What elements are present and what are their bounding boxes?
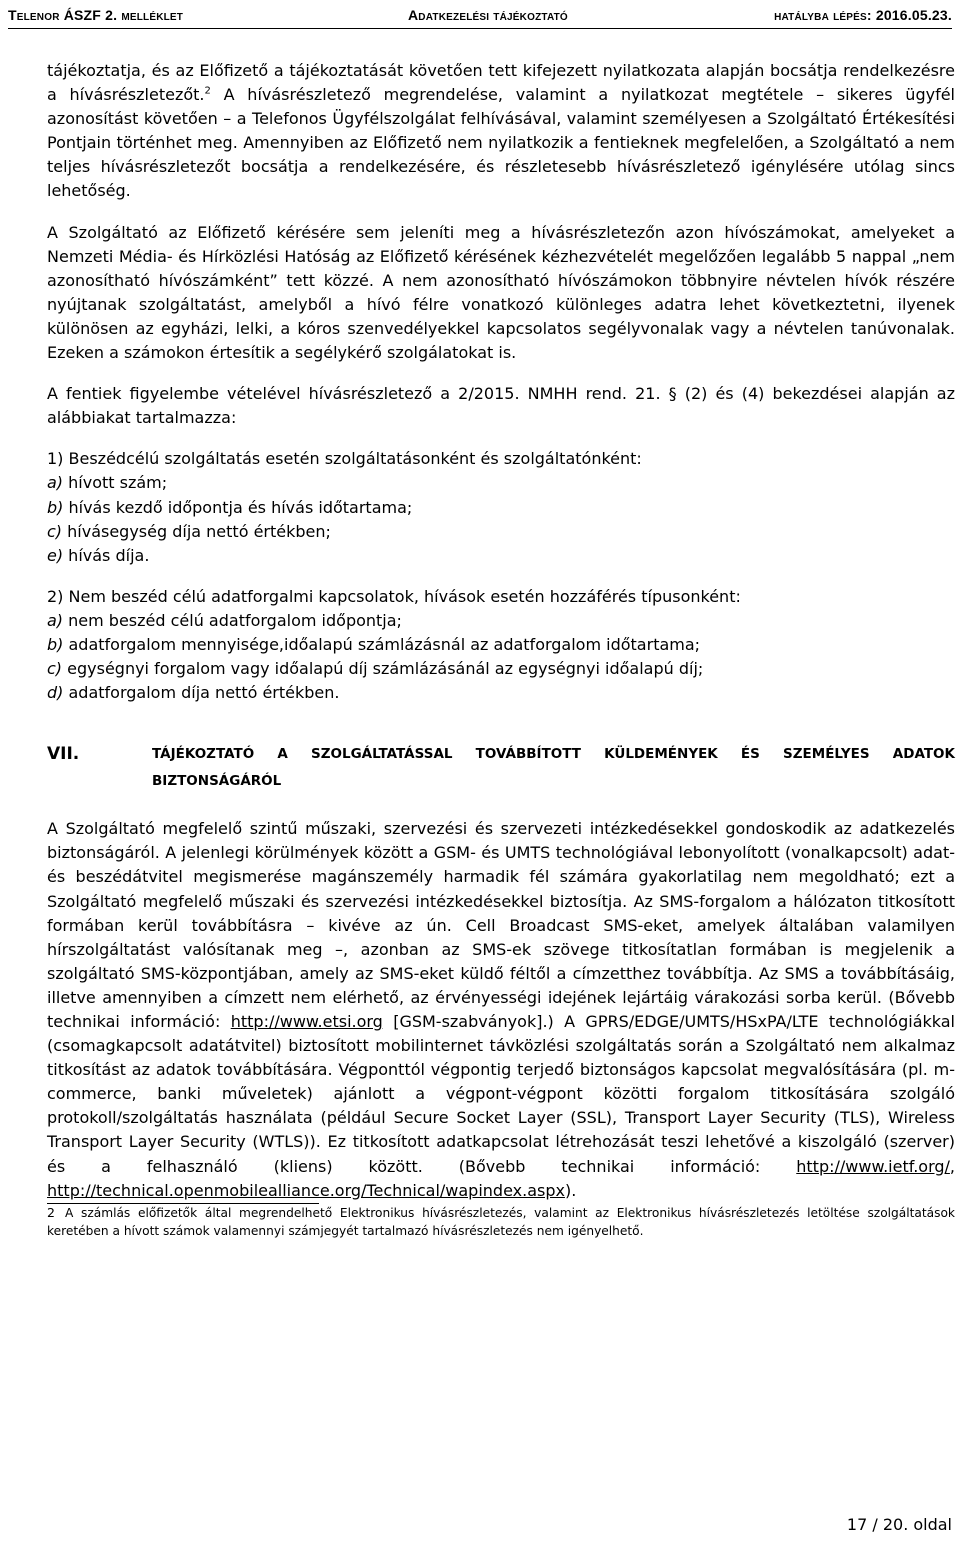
list-item: c) hívásegység díja nettó értékben;: [47, 521, 331, 541]
paragraph-contents-intro: A fentiek figyelembe vételével hívásrészletező a 2/2015. NMHH rend. 21. § (2) és (4) bekezdései alapján az alábbiakat tartalmazza:: [47, 384, 955, 428]
section-number: VII.: [47, 744, 80, 765]
list-item: b) adatforgalom mennyisége,időalapú számlázásnál az adatforgalom időtartama;: [47, 634, 701, 654]
page-number: 17 / 20. oldal: [846, 1515, 952, 1534]
page-header: [8, 4, 952, 29]
link-openmobilealliance[interactable]: http://technical.openmobilealliance.org/Technical/wapindex.aspx: [47, 1180, 565, 1200]
paragraph-text: tájékoztatja, és az Előfizető a tájékoztatását követően tett kifejezett nyilatkozata alapján bocsátja rendelkezésre a hívásrészletezőt.: [47, 61, 955, 105]
list-item: a) nem beszéd célú adatforgalom időpontja;: [47, 610, 402, 630]
list-item: c) egységnyi forgalom vagy időalapú díj számlázásánál az egységnyi időalapú díj;: [47, 659, 704, 679]
section-title: TÁJÉKOZTATÓ A SZOLGÁLTATÁSSAL TOVÁBBÍTOTT KÜLDEMÉNYEK ÉS SZEMÉLYES ADATOK BIZTONSÁGÁRÓL: [152, 746, 955, 790]
section-heading: [47, 741, 955, 795]
footnote-number: 2: [47, 1204, 55, 1220]
paragraph-text: A hívásrészletező megrendelése, valamint a nyilatkozat megtétele – sikeres ügyfél azonosítást követően – a Telefonos Ügyfélszolgálat felhívásával, valamint személyesen a Szolgáltató Értékesítési Pontjain történhet meg. Amennyiben az Előfizető nem nyilatkozik a fentieknek megfelelően, a Szolgáltató a nem teljes hívásrészletezőt bocsátja a rendelkezésére, és részletesebb hívásrészletező igénylésére utólag sincs lehetőség.: [47, 85, 955, 201]
footnote-text: A számlás előfizetők által megrendelhető Elektronikus hívásrészletezés, valamint az Elektronikus hívásrészletezés letöltése szolgáltatások keretében a hívott számok valamennyi számjegyét tartalmazó hívásrészletezés nem igényelhető.: [47, 1205, 955, 1238]
paragraph-hidden-numbers: A Szolgáltató az Előfizető kérésére sem jeleníti meg a hívásrészletezőn azon hívószámokat, amelyeket a Nemzeti Média- és Hírközlési Hatóság az Előfizető kérésének kézhezvételét megelőzően legalább 5 nappal „nem azonosítható hívószámként” tett közzé. A nem azonosítható hívószámokon többnyire névtelen hívók részére nyújtanak szolgáltatást, amelyből a hívó félre vonatkozó különleges adatra lehet következtetni, ilyenek különösen az egyházi, lelki, a kóros szenvedélyekkel kapcsolatos segélyvonalak vagy a névtelen tanúvonalak. Ezeken a számokon értesítik a segélykérő szolgálatokat is.: [47, 222, 955, 363]
list-data: [47, 609, 955, 705]
list-item: b) hívás kezdő időpontja és hívás időtartama;: [47, 497, 413, 517]
list-item: d) adatforgalom díja nettó értékben.: [47, 683, 340, 703]
link-etsi[interactable]: http://www.etsi.org: [230, 1012, 383, 1031]
link-ietf[interactable]: http://www.ietf.org/: [796, 1156, 950, 1176]
list-data-title: 2) Nem beszéd célú adatforgalmi kapcsolatok, hívások esetén hozzáférés típusonként:: [47, 586, 741, 606]
list-item: e) hívás díja.: [47, 545, 150, 565]
header-middle: Adatkezelési tájékoztató: [408, 7, 568, 23]
paragraph-security: A Szolgáltató megfelelő szintű műszaki, szervezési és szervezeti intézkedésekkel gondoskodik az adatkezelés biztonságáról. A jelenlegi körülmények között a GSM- és UMTS technológiával lebonyolított (vonalkapcsolt) adat- és beszédátvitel megismerése magánszemély harmadik fél számára gyakorlatilag nem megoldható; ezt a Szolgáltató megfelelő műszaki és szervezési intézkedésekkel biztosítja. Az SMS-forgalom a hálózaton titkosított formában kerül továbbításra – kivéve az ún. Cell Broadcast SMS-eket, amelyek általában valamilyen hírszolgáltatást valósítanak meg –, azonban az SMS-ek szövege titkosítatlan formában is megjelenik a szolgáltató SMS-központjában, amely az SMS-eket küldő féltől a címzetthez továbbítja. Az SMS a továbbításáig, illetve amennyiben a címzett nem elérhető, az érvényességi idejének lejártáig várakozási sorba kerül. (Bővebb technikai információ: http://www.etsi.org [GSM-szabványok].) A GPRS/EDGE/UMTS/HSxPA/LTE technológiákkal (csomagkapcsolt adatátvitel) biztosított mobilinternet távközlési szolgáltatás során a Szolgáltató nem alkalmaz titkosítást az adatok továbbítására. Végponttól végpontig terjedő biztonságos kapcsolat megvalósítására (pl. m-commerce, banki műveletek) ajánlott a végpont-végpont közötti forgalom titkosítására szolgáló protokoll/szolgáltatás használata (például Secure Socket Layer (SSL), Transport Layer Security (TLS), Wireless Transport Layer Security (WTLS)). Ez titkosított adatkapcsolat létrehozását teszi lehetővé a kiszolgáló (szerver) és a felhasználó (kliens) között. (Bővebb technikai információ: http://www.ietf.org/, http://technical.openmobilealliance.org/Technical/wapindex.aspx).: [47, 819, 956, 1200]
header-left: Telenor ÁSZF 2. melléklet: [8, 7, 184, 23]
page-content: [47, 59, 955, 1240]
list-item: a) hívott szám;: [47, 473, 168, 493]
list-voice-title: 1) Beszédcélú szolgáltatás esetén szolgáltatásonként és szolgáltatónként:: [47, 449, 642, 469]
list-voice: [47, 471, 955, 567]
header-right: hatályba lépés: 2016.05.23.: [774, 7, 952, 23]
paragraph-itemized-bill-order: [47, 59, 955, 204]
footnote-ref[interactable]: 2: [204, 85, 211, 97]
footnote: [47, 1204, 955, 1240]
